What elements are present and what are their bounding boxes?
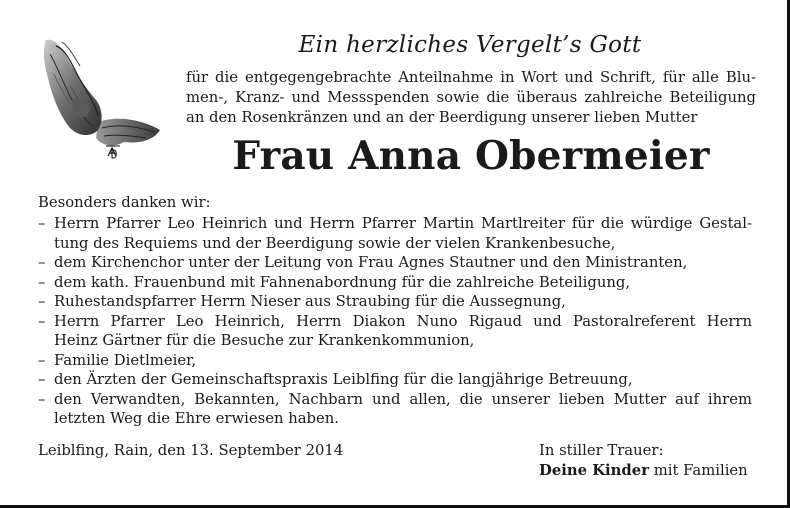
list-item: – den Ärzten der Gemeinschaftspraxis Leiblfing für die langjährige Betreuung, xyxy=(38,370,752,390)
intro-line: für die entgegengebrachte Anteilnahme in Wort und Schrift, für alle Blu- xyxy=(186,69,756,86)
monogram-icon xyxy=(106,146,120,158)
signature-bold: Deine Kinder xyxy=(539,462,649,479)
mourning-signature xyxy=(539,461,748,481)
list-item: – den Verwandten, Bekannten, Nachbarn und allen, die unserer lieben Mutter auf ihrem letzten Weg die Ehre erwiesen haben. xyxy=(38,390,752,429)
list-item: – Herrn Pfarrer Leo Heinrich, Herrn Diakon Nuno Rigaud und Pastoralreferent Herrn Heinz Gärtner für die Besuche zur Krankenkommunion, xyxy=(38,312,752,351)
mourning-block xyxy=(539,441,748,481)
mourning-label: In stiller Trauer: xyxy=(539,442,664,459)
list-item: – dem kath. Frauenbund mit Fahnenabordnung für die zahlreiche Beteiligung, xyxy=(38,273,752,293)
intro-text xyxy=(186,68,756,128)
signature-rest: mit Familien xyxy=(649,462,748,479)
thanks-list xyxy=(38,214,752,429)
intro-line: an den Rosenkränzen und an der Beerdigung unserer lieben Mutter xyxy=(186,109,698,126)
list-item: – Herrn Pfarrer Leo Heinrich und Herrn Pfarrer Martin Martlreiter für die würdige Gestal- tung des Requiems und der Beerdigung sowie der vielen Krankenbesuche, xyxy=(38,214,752,253)
deceased-name: Frau Anna Obermeier xyxy=(232,133,710,179)
place-date: Leiblfing, Rain, den 13. September 2014 xyxy=(38,442,344,459)
list-item: – Ruhestandspfarrer Herrn Nieser aus Straubing für die Aussegnung, xyxy=(38,292,752,312)
heading: Ein herzliches Vergelt’s Gott xyxy=(298,32,642,58)
intro-line: men-, Kranz- und Messspenden sowie die überaus zahlreiche Beteiligung xyxy=(186,89,756,106)
thanks-intro: Besonders danken wir: xyxy=(38,194,211,211)
list-item: – Familie Dietlmeier, xyxy=(38,351,752,371)
praying-hands-icon xyxy=(36,34,168,166)
list-item: – dem Kirchenchor unter der Leitung von Frau Agnes Stautner und den Ministranten, xyxy=(38,253,752,273)
